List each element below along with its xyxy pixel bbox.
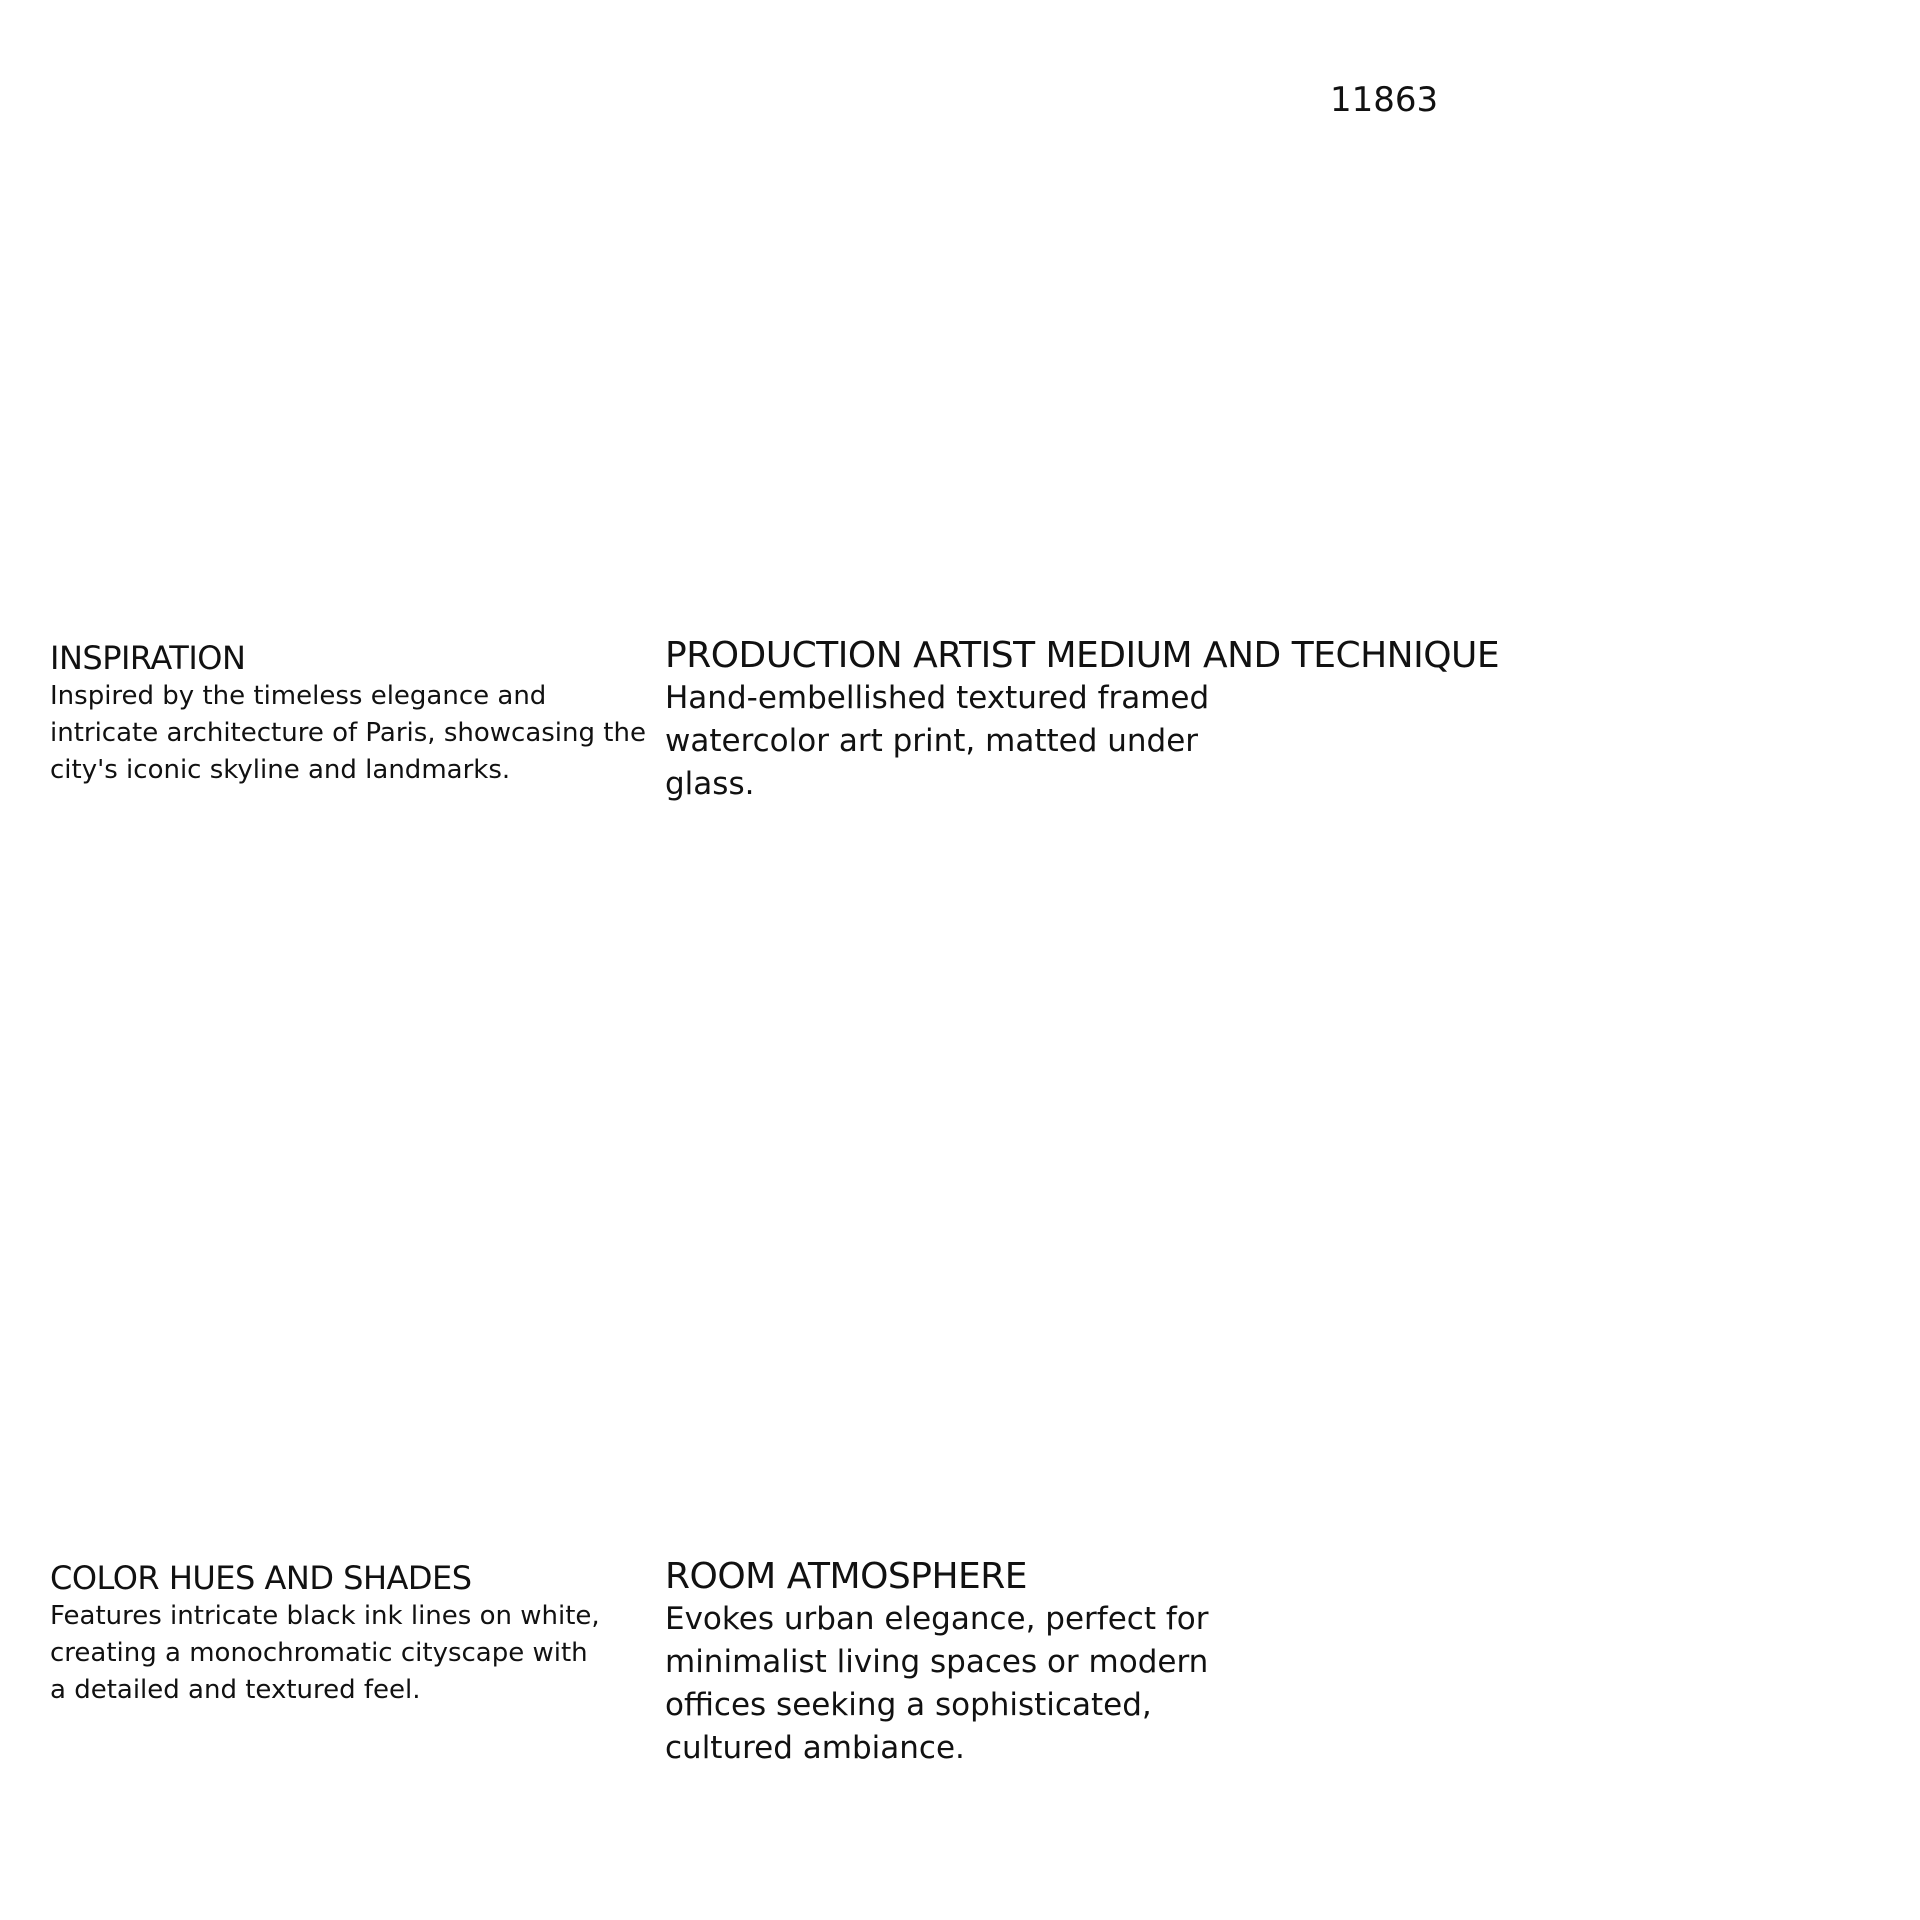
inspiration-body: Inspired by the timeless elegance and intricate architecture of Paris, showcasing the city's iconic skyline and landmarks.: [50, 681, 646, 785]
color-hues-title: COLOR HUES AND SHADES: [50, 1559, 472, 1597]
medium-technique-title: PRODUCTION ARTIST MEDIUM AND TECHNIQUE: [665, 635, 1500, 676]
color-hues-section: [50, 1558, 610, 1709]
medium-technique-body: Hand-embellished textured framed watercolor art print, matted under glass.: [665, 680, 1210, 802]
inspiration-section: [50, 638, 650, 789]
product-code: 11863: [1330, 80, 1439, 120]
room-atmosphere-body: Evokes urban elegance, perfect for minimalist living spaces or modern offices seeking a sophisticated, cultured ambiance.: [665, 1601, 1209, 1766]
room-atmosphere-title: ROOM ATMOSPHERE: [665, 1556, 1028, 1597]
inspiration-title: INSPIRATION: [50, 639, 246, 677]
color-hues-body: Features intricate black ink lines on white, creating a monochromatic cityscape with a detailed and textured feel.: [50, 1601, 600, 1705]
room-atmosphere-section: [665, 1555, 1255, 1770]
medium-technique-section: [665, 634, 1500, 806]
